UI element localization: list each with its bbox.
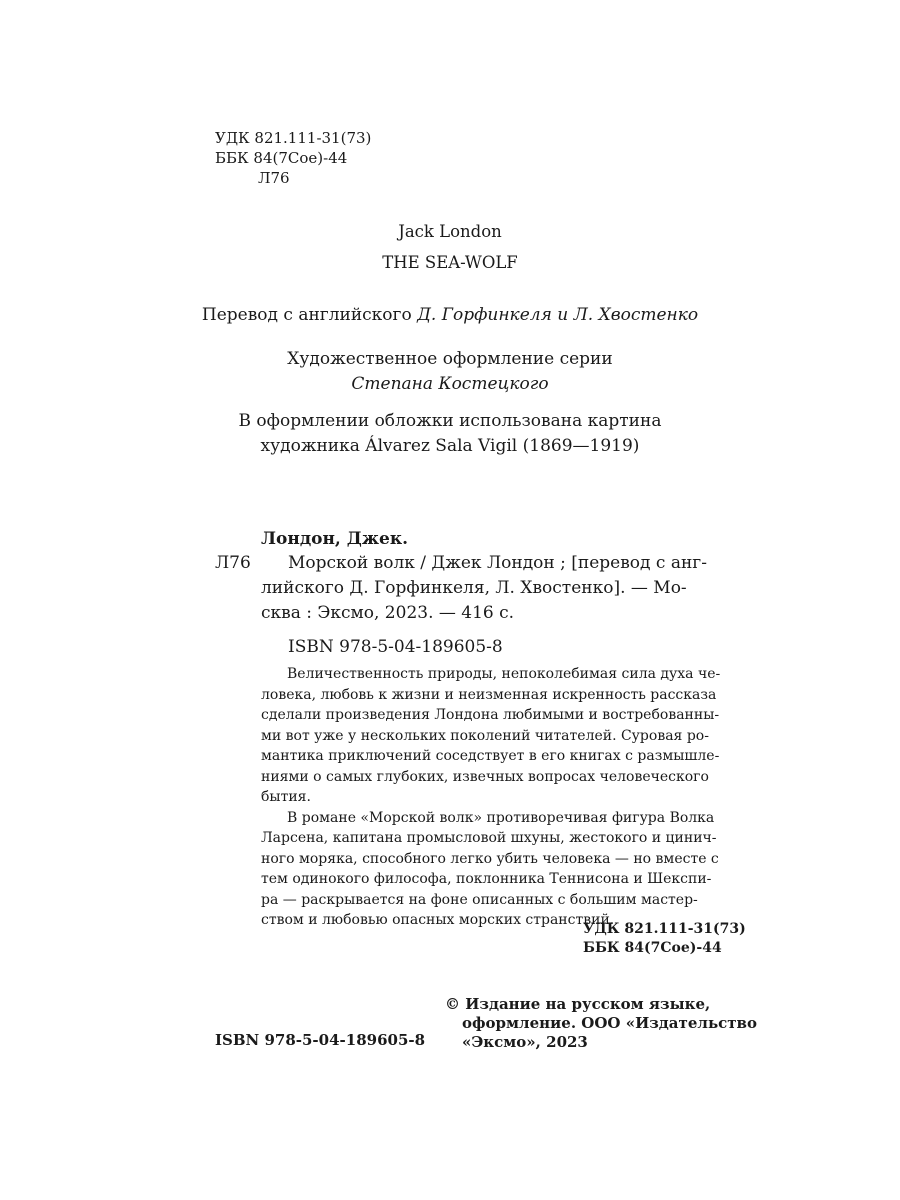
copyright-line-3: «Эксмо», 2023 (462, 1033, 588, 1051)
annotation-line: ного моряка, способного легко убить человека — но вместе с (261, 850, 719, 867)
annotation (261, 664, 731, 931)
translation-prefix: Перевод с английского (201, 305, 418, 325)
annotation-line: ловека, любовь к жизни и неизменная искренность рассказа (261, 686, 717, 703)
original-title: THE SEA-WOLF (382, 253, 518, 272)
annotation-line: Ларсена, капитана промысловой шхуны, жестокого и цинич- (261, 830, 717, 846)
annotation-line: Величественность природы, непоколебимая сила духа че- (287, 666, 721, 682)
annotation-paragraph-1 (261, 664, 731, 808)
catalog-author-heading: Лондон, Джек. (261, 529, 409, 549)
udk-code: УДК 821.111-31(73) (215, 129, 372, 147)
annotation-line: сделали произведения Лондона любимыми и востребованны- (261, 707, 720, 723)
catalog-line-2: лийского Д. Горфинкеля, Л. Хвостенко]. — Мо- (261, 578, 687, 598)
annotation-paragraph-2 (261, 808, 731, 931)
copyright-line-2: оформление. ООО «Издательство (462, 1014, 757, 1032)
translation-credit (0, 303, 900, 328)
annotation-line: тем одинокого философа, поклонника Теннисона и Шекспи- (261, 871, 712, 887)
author-mark: Л76 (258, 169, 290, 187)
designer-name: Степана Костецкого (351, 374, 549, 394)
annotation-line: ниями о самых глубоких, извечных вопросах человеческого (261, 768, 709, 785)
annotation-line: мантика приключений соседствует в его книгах с размышле- (261, 748, 720, 764)
annotation-line: ми вот уже у нескольких поколений читателей. Суровая ро- (261, 727, 709, 744)
annotation-line: В романе «Морской волк» противоречивая фигура Волка (287, 809, 715, 826)
annotation-line: бытия. (261, 789, 311, 805)
cover-credit-line1: В оформлении обложки использована картина (238, 411, 662, 431)
design-credit-line: Художественное оформление серии (287, 349, 613, 369)
bbk-code: ББК 84(7Сое)-44 (215, 149, 348, 167)
catalog-line-1: Морской волк / Джек Лондон ; [перевод с анг- (288, 553, 707, 573)
footer-bbk-code: ББК 84(7Сое)-44 (583, 940, 722, 956)
original-author: Jack London (398, 222, 502, 241)
footer-udk-code: УДК 821.111-31(73) (583, 921, 746, 937)
catalog-line-3: сква : Эксмо, 2023. — 416 с. (261, 603, 515, 623)
cover-credit-line2: художника Álvarez Sala Vigil (1869—1919) (260, 436, 640, 456)
annotation-line: ра — раскрывается на фоне описанных с большим мастер- (261, 891, 698, 908)
catalog-mark: Л76 (215, 553, 251, 573)
translators: Д. Горфинкеля и Л. Хвостенко (417, 305, 699, 325)
annotation-line: ством и любовью опасных морских странствий. (261, 912, 615, 928)
catalog-isbn: ISBN 978-5-04-189605-8 (288, 637, 503, 657)
footer-isbn: ISBN 978-5-04-189605-8 (215, 1031, 426, 1049)
copyright-line-1: © Издание на русском языке, (445, 995, 711, 1013)
